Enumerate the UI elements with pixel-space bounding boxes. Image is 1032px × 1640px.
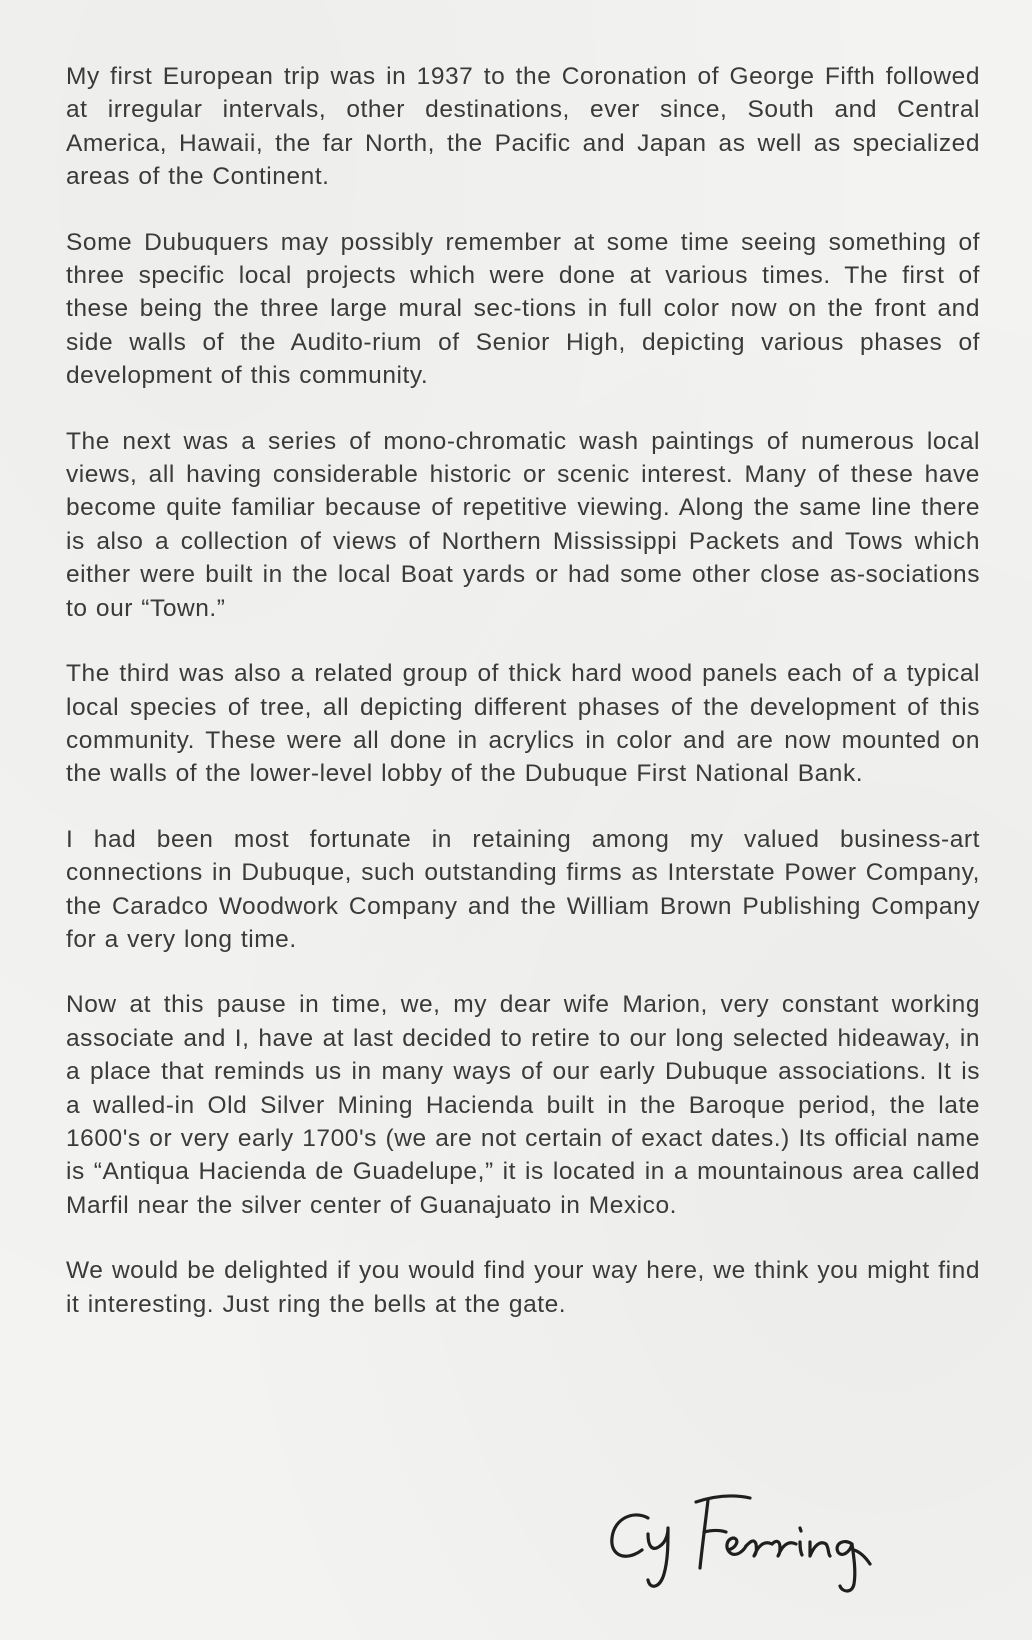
paragraph-retirement-hacienda: Now at this pause in time, we, my dear wife Marion, very constant working associate and I, have at last decided to retire to our long selected hideaway, in a place that reminds us in many ways of our early Dubuque associations. It is a walled-in Old Silver Mining Hacienda built in the Baroque period, the late 1600's or very early 1700's (we are not certain of exact dates.) Its official name is “Antiqua Hacienda de Guadelupe,” it is located in a mountainous area called Marfil near the silver center of Guanajuato in Mexico. — [66, 991, 980, 1219]
paragraph-invitation: We would be delighted if you would find your way here, we think you might find it interesting. Just ring the bells at the gate. — [66, 1257, 980, 1318]
signature-icon — [604, 1488, 904, 1598]
paragraph-wash-paintings: The next was a series of mono-chromatic wash paintings of numerous local views, all having considerable historic or scenic interest. Many of these have become quite familiar because of repetitive viewing. Along the same line there is also a collection of views of Northern Mississippi Packets and Tows which either were built in the local Boat yards or had some other close as-sociations to our “Town.” — [66, 427, 980, 622]
paragraph-business-connections: I had been most fortunate in retaining among my valued business-art connections in Dubuque, such outstanding firms as Interstate Power Company, the Caradco Woodwork Company and the William Brown Publishing Company for a very long time. — [66, 825, 980, 953]
paragraph-local-projects: Some Dubuquers may possibly remember at some time seeing something of three specific local projects which were done at various times. The first of these being the three large mural sec-tions in full color now on the front and side walls of the Audito-rium of Senior High, depicting various phases of development of this community. — [66, 228, 980, 390]
paragraph-european-trip: My first European trip was in 1937 to the Coronation of George Fifth followed at irregular intervals, other destinations, ever since, South and Central America, Hawaii, the far North, the Pacific and Japan as well as specialized areas of the Continent. — [66, 63, 980, 191]
handwritten-signature — [604, 1488, 904, 1598]
paragraph-wood-panels: The third was also a related group of thick hard wood panels each of a typical local species of tree, all depicting different phases of the development of this community. These were all done in acrylics in color and are now mounted on the walls of the lower-level lobby of the Dubuque First National Bank. — [66, 660, 980, 788]
